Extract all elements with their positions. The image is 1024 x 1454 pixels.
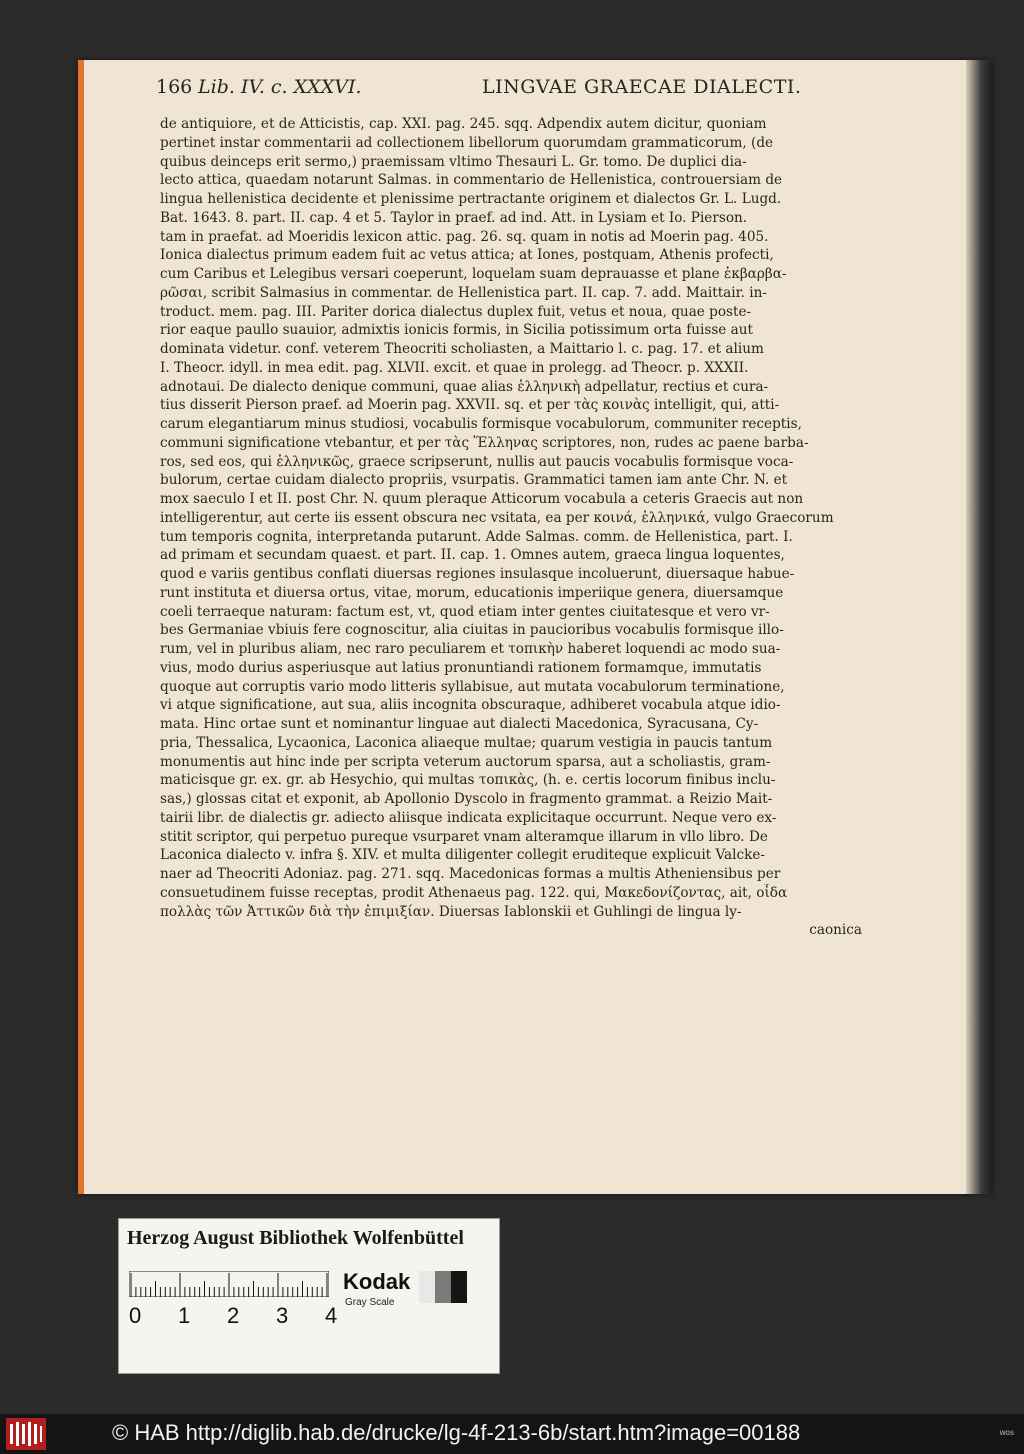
text-line: quoque aut corruptis vario modo litteris syllabisue, aut mutata vocabulorum terminatione, (160, 678, 785, 695)
text-line: ros, sed eos, qui ἑλληνικῶς, graece scripserunt, nullis aut paucis vocabulis formisque voca- (160, 453, 794, 470)
library-name: Herzog August Bibliothek Wolfenbüttel (127, 1227, 464, 1249)
text-line: rior eaque paullo suauior, admixtis ionicis formis, in Sicilia potissimum orta fuisse aut (160, 322, 753, 339)
text-line: ρῶσαι, scribit Salmasius in commentar. de Hellenistica part. II. cap. 7. add. Maittair. in- (160, 284, 767, 301)
text-line: cum Caribus et Lelegibus versari coeperunt, loquelam suam deprauasse et plane ἐκβαρβα- (160, 266, 787, 282)
gray-swatch (435, 1271, 451, 1303)
text-line: tius disserit Pierson praef. ad Moerin pag. XXVII. sq. et per τὰς κοινὰς intelligit, qui, atti- (160, 397, 780, 414)
kodak-brand: Kodak (343, 1269, 411, 1294)
color-target-card (118, 1218, 500, 1374)
text-line: tam in praefat. ad Moeridis lexicon attic. pag. 26. sq. quam in notis ad Moerin pag. 405. (160, 228, 769, 245)
text-line: vius, modo durius asperiusque aut latius pronuntiandi rationem formamque, immutatis (160, 659, 762, 676)
text-line: tum temporis cognita, interpretanda putarunt. Adde Salmas. comm. de Hellenistica, part. I. (160, 528, 793, 545)
hab-logo-icon (6, 1418, 46, 1450)
running-header (156, 76, 802, 104)
text-line: troduct. mem. pag. III. Pariter dorica dialectus duplex fuit, vetus et noua, quae poste- (160, 303, 752, 320)
text-line: pria, Thessalica, Lycaonica, Laconica aliaeque multae; quarum vestigia in paucis tantum (160, 734, 773, 751)
text-line: quibus deinceps erit sermo,) praemissam vltimo Thesauri L. Gr. tomo. De duplici dia- (160, 153, 747, 170)
footer-bar (0, 1414, 1024, 1454)
gray-swatches (419, 1271, 467, 1303)
body-text (160, 115, 862, 940)
copyright-url: © HAB http://diglib.hab.de/drucke/lg-4f-213-6b/start.htm?image=00188 (112, 1420, 801, 1445)
ruler-number: 3 (276, 1303, 289, 1328)
text-line: mox saeculo I et II. post Chr. N. quum pleraque Atticorum vocabula a ceteris Graecis aut non (160, 491, 804, 507)
text-line: intelligerentur, aut certe iis essent obscura nec vsitata, ea per κοινά, ἑλληνικά, vulgo Graecorum (160, 509, 834, 526)
text-line: dominata videtur. conf. veterem Theocriti scholiasten, a Maittario l. c. pag. 17. et alium (160, 341, 764, 357)
text-line: de antiquiore, et de Atticistis, cap. XXI. pag. 245. sqq. Adpendix autem dicitur, quoniam (160, 116, 767, 132)
text-line: coeli terraeque naturam: factum est, vt, quod etiam inter gentes ciuitatesque et vero vr- (160, 603, 770, 620)
text-line: monumentis aut hinc inde per scripta veterum auctorum sparsa, aut a scholiastis, gram- (160, 753, 771, 770)
ruler-number: 4 (325, 1303, 338, 1328)
catchword: caonica (809, 922, 862, 939)
text-line: lecto attica, quaedam notarunt Salmas. in commentario de Hellenistica, controuersiam de (160, 172, 783, 189)
gray-scale-label: Gray Scale (345, 1297, 395, 1308)
text-line: ad primam et secundam quaest. et part. II. cap. 1. Omnes autem, graeca lingua loquentes, (160, 547, 785, 564)
text-line: adnotaui. De dialecto denique communi, quae alias ἑλληνικὴ adpellatur, rectius et cura- (160, 378, 769, 395)
text-line: runt instituta et diuersa ortus, vitae, morum, educationis imperiique genera, diuersamque (160, 584, 784, 601)
footer-small-mark: wos (999, 1428, 1014, 1437)
book-chapter-reference: Lib. IV. c. XXXVI. (198, 76, 362, 98)
gray-swatch (419, 1271, 435, 1303)
ruler-number: 1 (178, 1303, 191, 1328)
text-line: I. Theocr. idyll. in mea edit. pag. XLVII. excit. et quae in prolegg. ad Theocr. p. XXXII. (160, 359, 749, 376)
gray-swatch (451, 1271, 467, 1303)
text-line: quod e variis gentibus conflati diuersas regiones insulasque incoluerunt, diuersaque habue- (160, 566, 795, 582)
text-line: Laconica dialecto v. infra §. XIV. et multa diligenter collegit eruditeque explicuit Valcke- (160, 847, 765, 864)
text-line: naer ad Theocriti Adoniaz. pag. 271. sqq. Macedonicas formas a multis Atheniensibus per (160, 866, 781, 882)
ruler-scale (129, 1271, 329, 1297)
text-line: carum elegantiarum minus studiosi, vocabulis formisque vocabulorum, communiter receptis, (160, 416, 802, 432)
text-line: maticisque gr. ex. gr. ab Hesychio, qui multas τοπικὰς, (h. e. certis locorum finibus inclu- (160, 772, 776, 789)
ruler-number: 2 (227, 1303, 240, 1328)
page-edge-shadow (966, 60, 992, 1194)
ruler-number: 0 (129, 1303, 142, 1328)
text-line: stitit scriptor, qui perpetuo pureque vsurparet vnam alteramque illarum in vllo libro. De (160, 828, 768, 845)
page-number: 166 (156, 76, 193, 98)
text-line: mata. Hinc ortae sunt et nominantur linguae aut dialecti Macedonica, Syracusana, Cy- (160, 716, 759, 732)
text-line: πολλὰς τῶν Ἀττικῶν διὰ τὴν ἐπιμιξίαν. Diuersas Iablonskii et Guhlingi de lingua ly- (160, 903, 742, 920)
text-line: consuetudinem fuisse receptas, prodit Athenaeus pag. 122. qui, Μακεδονίζοντας, ait, οἶδα (160, 884, 788, 901)
text-line: Ionica dialectus primum eadem fuit ac vetus attica; at Iones, postquam, Athenis profecti, (160, 247, 774, 264)
text-line: communi significatione vtebantur, et per τὰς Ἕλληνας scriptores, non, rudes ac paene barba- (160, 434, 809, 451)
ruler-numbers (129, 1303, 339, 1331)
running-title: LINGVAE GRAECAE DIALECTI. (482, 76, 802, 98)
text-line: vi atque significatione, aut sua, aliis incognita obscuraque, adhiberet vocabula atque idio- (160, 697, 781, 714)
text-line: pertinet instar commentarii ad collectionem libellorum quorumdam grammaticorum, (de (160, 134, 774, 151)
text-line: rum, vel in pluribus aliam, nec raro peculiarem et τοπικὴν haberet loquendi ac modo sua- (160, 641, 781, 657)
text-line: sas,) glossas citat et exponit, ab Apollonio Dyscolo in fragmento grammat. a Reizio Mait- (160, 791, 773, 807)
text-line: Bat. 1643. 8. part. II. cap. 4 et 5. Taylor in praef. ad ind. Att. in Lysiam et Io. Pierson. (160, 209, 748, 226)
text-line: bulorum, certae cuidam dialecto propriis, vsurpatis. Grammatici tamen iam ante Chr. N. et (160, 472, 788, 489)
text-line: bes Germaniae vbiuis fere cognoscitur, alia ciuitas in paucioribus vocabulis formisque illo- (160, 622, 784, 639)
text-line: lingua hellenistica decidente et plenissime pertractante originem et dialectos Gr. L. Lugd. (160, 191, 782, 207)
text-line: tairii libr. de dialectis gr. adiecto aliisque indicata explicitaque occurrunt. Neque vero ex- (160, 809, 777, 826)
